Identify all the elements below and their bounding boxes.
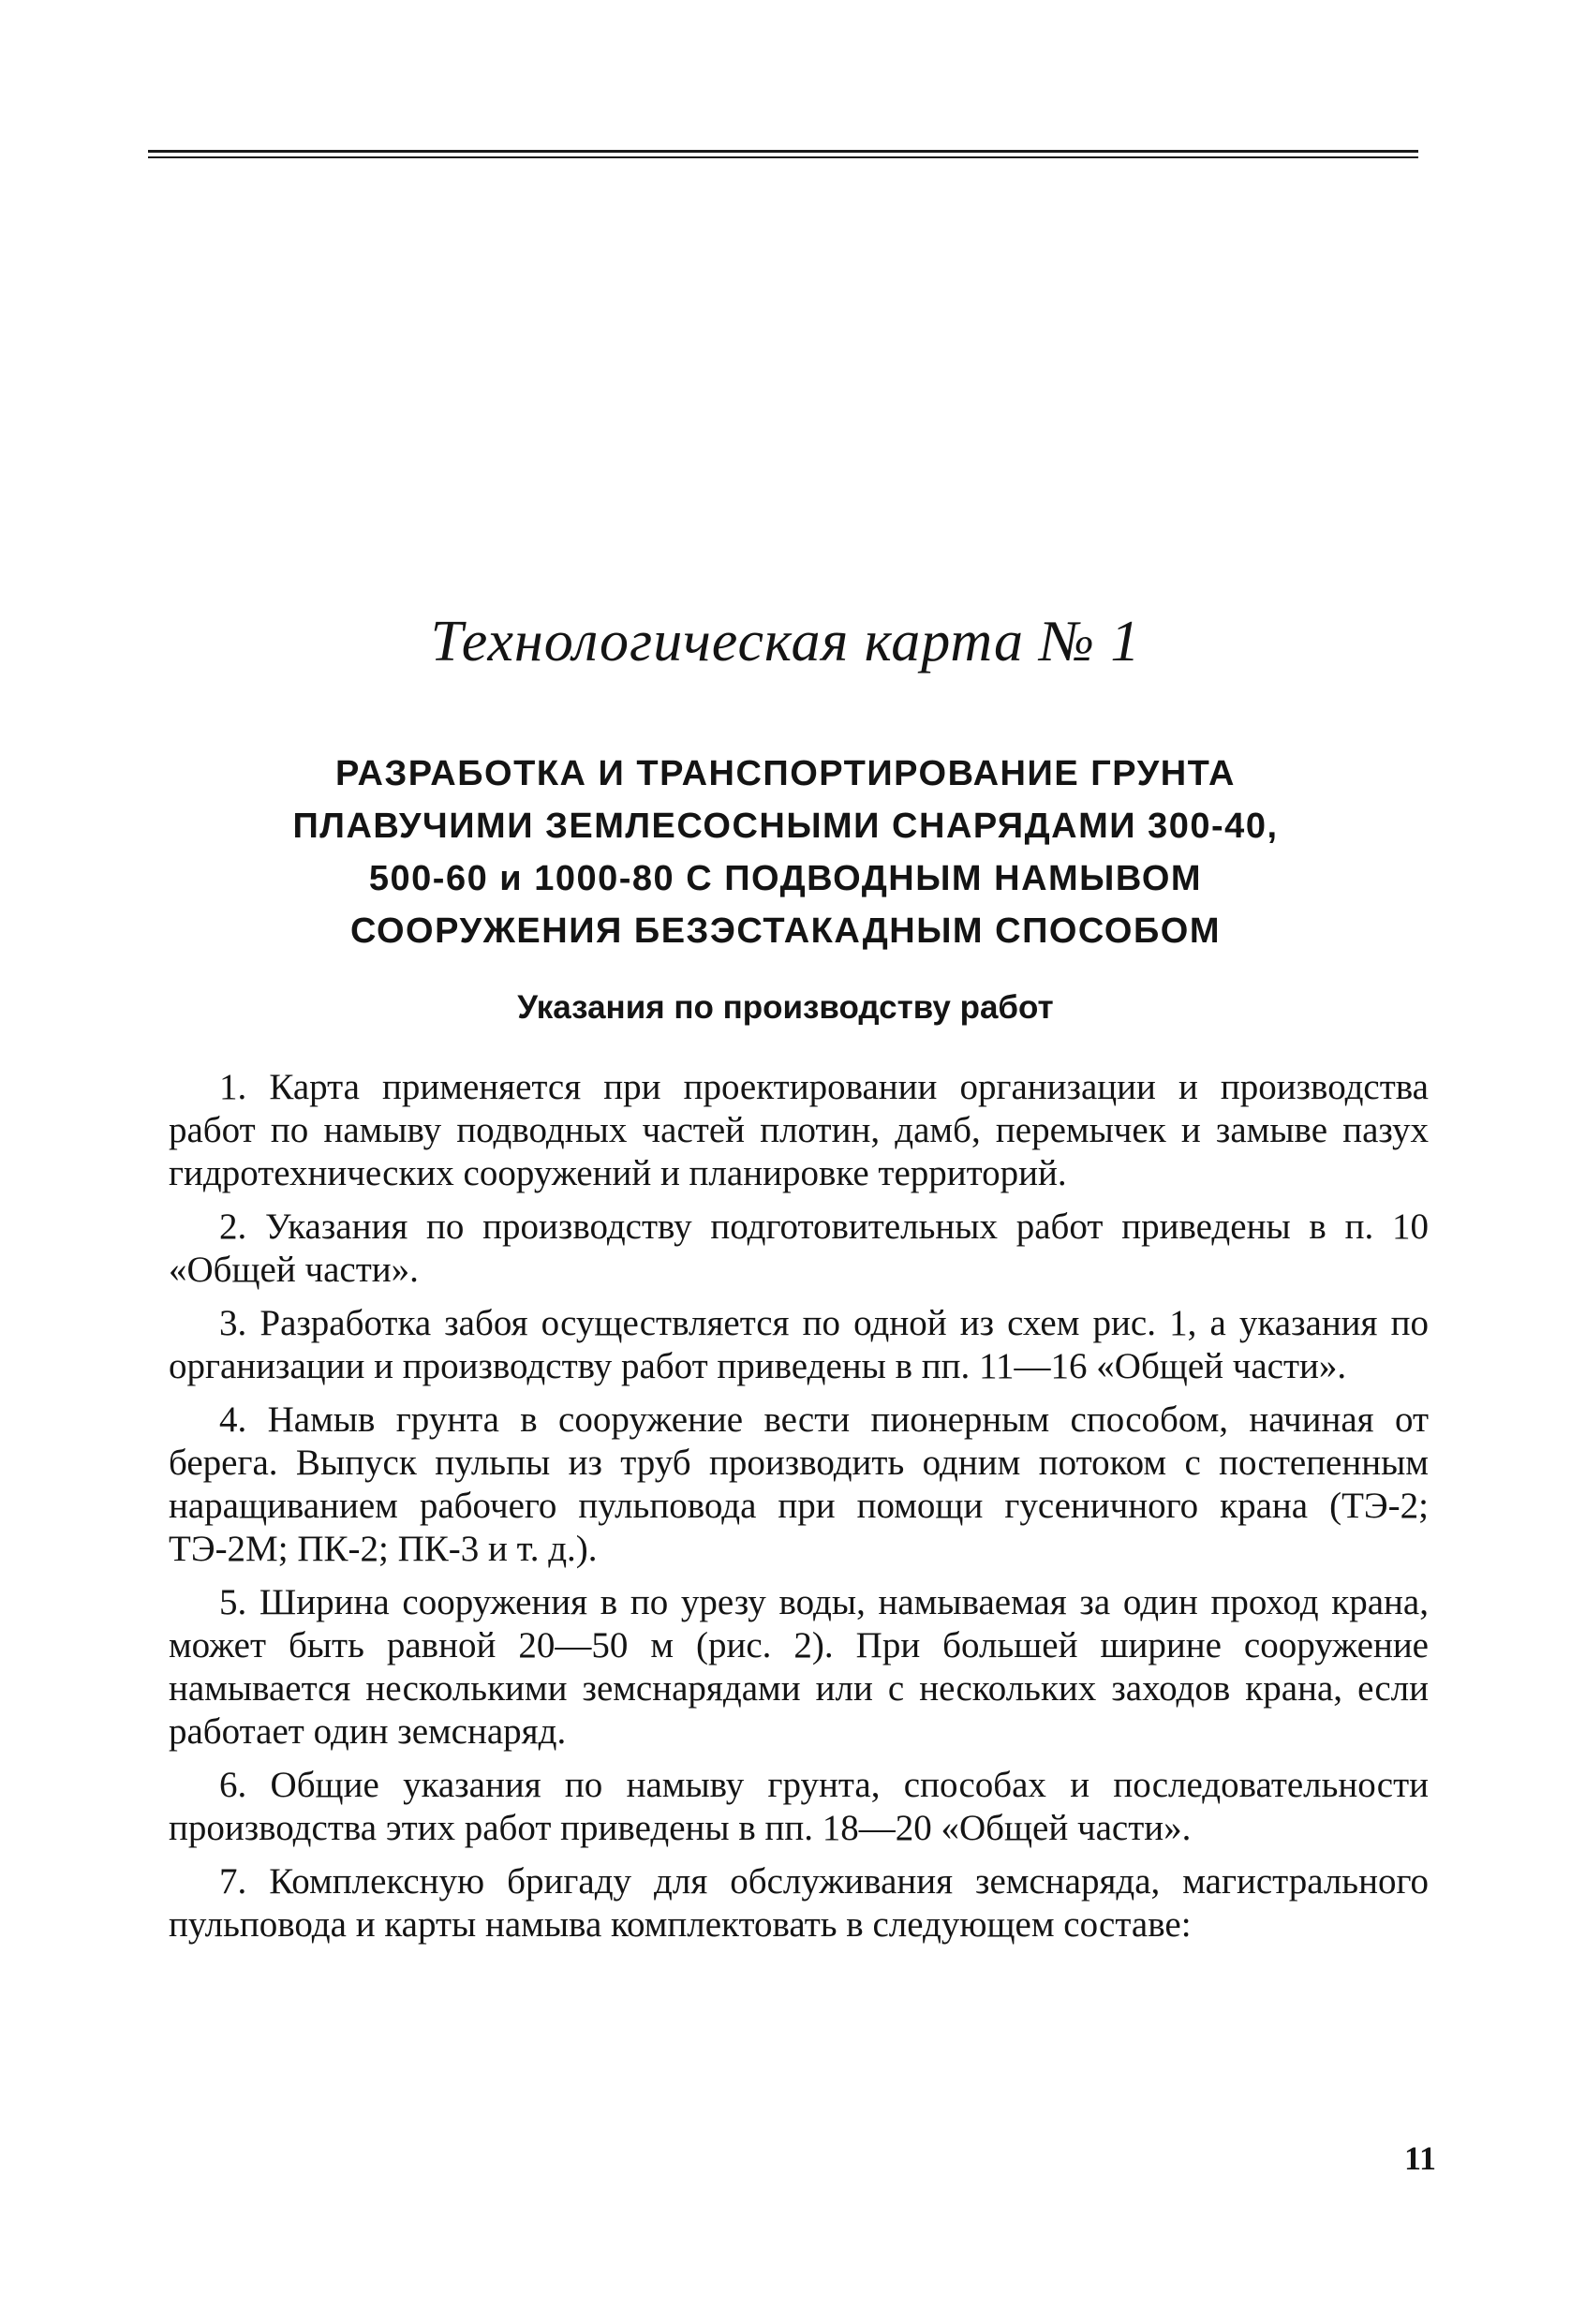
main-heading-line: РАЗРАБОТКА И ТРАНСПОРТИРОВАНИЕ ГРУНТА	[335, 754, 1236, 793]
main-heading	[187, 748, 1384, 957]
paragraph-2: 2. Указания по производству подготовительных работ приведены в п. 10 «Общей части».	[169, 1206, 1429, 1290]
paragraph-7: 7. Комплексную бригаду для обслуживания земснаряда, магистрального пульповода и карты намыва комплектовать в следующем составе:	[169, 1861, 1429, 1945]
paragraph-6: 6. Общие указания по намыву грунта, способах и последовательности производства этих работ приведены в пп. 18—20 «Общей части».	[169, 1765, 1429, 1848]
main-heading-line: 500-60 и 1000-80 С ПОДВОДНЫМ НАМЫВОМ	[368, 859, 1203, 898]
paragraph-3: 3. Разработка забоя осуществляется по одной из схем рис. 1, а указания по организации и производству работ приведены в пп. 11—16 «Общей части».	[169, 1303, 1429, 1386]
body-text	[169, 1066, 1429, 1957]
paragraph-4: 4. Намыв грунта в сооружение вести пионерным способом, начиная от берега. Выпуск пульпы из труб производить одним потоком с постепенным наращиванием рабочего пульповода при помощи гусеничного крана (ТЭ-2; ТЭ-2М; ПК-2; ПК-3 и т. д.).	[169, 1399, 1429, 1569]
map-title: Технологическая карта № 1	[430, 610, 1141, 674]
main-heading-line: ПЛАВУЧИМИ ЗЕМЛЕСОСНЫМИ СНАРЯДАМИ 300-40,	[292, 807, 1279, 846]
main-heading-line: СООРУЖЕНИЯ БЕЗЭСТАКАДНЫМ СПОСОБОМ	[349, 911, 1222, 951]
section-heading: Указания по производству работ	[517, 989, 1054, 1026]
paragraph-1: 1. Карта применяется при проектировании организации и производства работ по намыву подводных частей плотин, дамб, перемычек и замыве пазух гидротехнических сооружений и планировке территорий.	[169, 1067, 1429, 1193]
page-number: 11	[1403, 2139, 1436, 2177]
top-rule	[148, 150, 1418, 153]
top-rule-thin	[148, 156, 1418, 158]
paragraph-5: 5. Ширина сооружения в по урезу воды, намываемая за один проход крана, может быть равной 20—50 м (рис. 2). При большей ширине сооружение намывается несколькими земснарядами или с нескольких заходов крана, если работает один земснаряд.	[169, 1582, 1429, 1752]
